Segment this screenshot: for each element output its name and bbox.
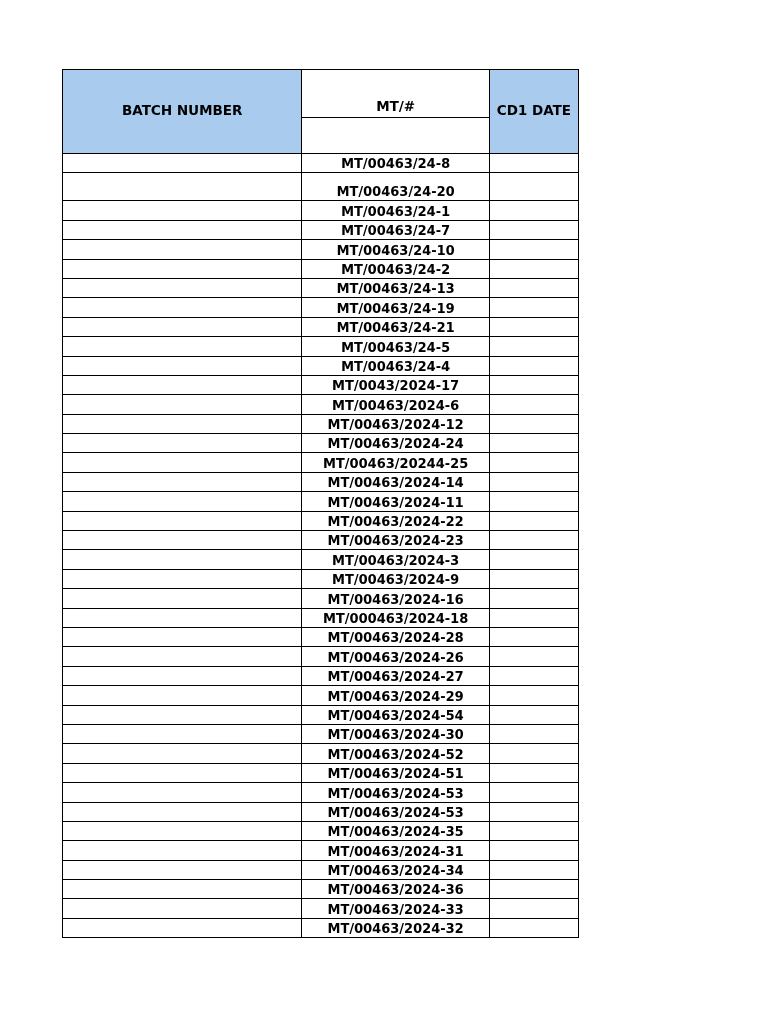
cd1-date-cell[interactable] <box>489 821 578 840</box>
table-row <box>63 472 579 491</box>
cd1-date-cell[interactable] <box>489 686 578 705</box>
batch-number-cell[interactable] <box>63 569 302 588</box>
batch-number-cell[interactable] <box>63 337 302 356</box>
mt-number-cell[interactable]: MT/00463/24-8 <box>302 154 489 173</box>
cd1-date-cell[interactable] <box>489 763 578 782</box>
table-row <box>63 763 579 782</box>
mt-number-cell[interactable]: MT/00463/24-7 <box>302 220 489 239</box>
mt-number-cell[interactable]: MT/00463/2024-31 <box>302 841 489 860</box>
mt-number-cell[interactable]: MT/00463/2024-11 <box>302 492 489 511</box>
cd1-date-cell[interactable] <box>489 880 578 899</box>
batch-number-cell[interactable] <box>63 724 302 743</box>
batch-number-cell[interactable] <box>63 589 302 608</box>
table-row <box>63 154 579 173</box>
batch-number-cell[interactable] <box>63 220 302 239</box>
table-row <box>63 220 579 239</box>
table-row <box>63 531 579 550</box>
batch-number-cell[interactable] <box>63 783 302 802</box>
table-row <box>63 821 579 840</box>
table-row <box>63 666 579 685</box>
cd1-date-cell[interactable] <box>489 569 578 588</box>
batch-number-cell[interactable] <box>63 744 302 763</box>
batch-number-cell[interactable] <box>63 154 302 173</box>
mt-number-cell[interactable]: MT/00463/24-20 <box>302 173 489 201</box>
table-row <box>63 841 579 860</box>
mt-number-cell[interactable]: MT/00463/24-10 <box>302 240 489 259</box>
table-row <box>63 434 579 453</box>
table-row <box>63 259 579 278</box>
table-row <box>63 298 579 317</box>
mt-number-cell[interactable]: MT/00463/2024-22 <box>302 511 489 530</box>
cd1-date-cell[interactable] <box>489 783 578 802</box>
cd1-date-cell[interactable] <box>489 860 578 879</box>
cd1-date-cell[interactable] <box>489 434 578 453</box>
batch-number-cell[interactable] <box>63 531 302 550</box>
mt-number-cell[interactable]: MT/00463/2024-6 <box>302 395 489 414</box>
cd1-date-cell[interactable] <box>489 356 578 375</box>
cd1-date-cell[interactable] <box>489 414 578 433</box>
cd1-date-cell[interactable] <box>489 154 578 173</box>
header-row <box>63 70 579 118</box>
cd1-date-cell[interactable] <box>489 453 578 472</box>
table-row <box>63 414 579 433</box>
header-batch-number: BATCH NUMBER <box>63 70 302 154</box>
mt-number-cell[interactable]: MT/00463/2024-23 <box>302 531 489 550</box>
batch-number-cell[interactable] <box>63 821 302 840</box>
mt-number-cell[interactable]: MT/00463/2024-51 <box>302 763 489 782</box>
mt-number-cell[interactable]: MT/00463/2024-9 <box>302 569 489 588</box>
cd1-date-cell[interactable] <box>489 918 578 937</box>
cd1-date-cell[interactable] <box>489 173 578 201</box>
batch-number-cell[interactable] <box>63 860 302 879</box>
batch-number-cell[interactable] <box>63 472 302 491</box>
batch-number-cell[interactable] <box>63 550 302 569</box>
cd1-date-cell[interactable] <box>489 472 578 491</box>
cd1-date-cell[interactable] <box>489 899 578 918</box>
cd1-date-cell[interactable] <box>489 201 578 220</box>
table-row <box>63 395 579 414</box>
header-mt-blank-cell <box>302 118 489 154</box>
table-row <box>63 802 579 821</box>
table-row <box>63 705 579 724</box>
table-row <box>63 860 579 879</box>
cd1-date-cell[interactable] <box>489 608 578 627</box>
batch-number-cell[interactable] <box>63 918 302 937</box>
mt-number-cell[interactable]: MT/00463/2024-26 <box>302 647 489 666</box>
cd1-date-cell[interactable] <box>489 744 578 763</box>
table-row <box>63 589 579 608</box>
mt-number-cell[interactable]: MT/00463/2024-16 <box>302 589 489 608</box>
table-row <box>63 627 579 646</box>
header-cd1-date: CD1 DATE <box>489 70 578 154</box>
table-row <box>63 918 579 937</box>
mt-number-cell[interactable]: MT/00463/2024-30 <box>302 724 489 743</box>
table-row <box>63 278 579 297</box>
batch-number-cell[interactable] <box>63 240 302 259</box>
batch-number-cell[interactable] <box>63 395 302 414</box>
mt-number-cell[interactable]: MT/000463/2024-18 <box>302 608 489 627</box>
mt-number-cell[interactable]: MT/00463/24-13 <box>302 278 489 297</box>
table-row <box>63 899 579 918</box>
mt-number-cell[interactable]: MT/00463/24-21 <box>302 317 489 336</box>
batch-number-cell[interactable] <box>63 356 302 375</box>
batch-number-cell[interactable] <box>63 802 302 821</box>
batch-number-cell[interactable] <box>63 763 302 782</box>
cd1-date-cell[interactable] <box>489 647 578 666</box>
mt-number-cell[interactable]: MT/00463/20244-25 <box>302 453 489 472</box>
batch-number-cell[interactable] <box>63 880 302 899</box>
cd1-date-cell[interactable] <box>489 724 578 743</box>
mt-number-cell[interactable]: MT/00463/2024-29 <box>302 686 489 705</box>
mt-number-cell[interactable]: MT/00463/24-4 <box>302 356 489 375</box>
table-row <box>63 492 579 511</box>
cd1-date-cell[interactable] <box>489 589 578 608</box>
batch-number-cell[interactable] <box>63 841 302 860</box>
table-row <box>63 173 579 201</box>
batch-number-cell[interactable] <box>63 666 302 685</box>
table-row <box>63 724 579 743</box>
batch-number-cell[interactable] <box>63 317 302 336</box>
table-row <box>63 880 579 899</box>
batch-table <box>62 69 579 938</box>
batch-number-cell[interactable] <box>63 492 302 511</box>
batch-number-cell[interactable] <box>63 278 302 297</box>
mt-number-cell[interactable]: MT/00463/2024-53 <box>302 802 489 821</box>
table-row <box>63 686 579 705</box>
mt-number-cell[interactable]: MT/00463/2024-28 <box>302 627 489 646</box>
batch-number-cell[interactable] <box>63 173 302 201</box>
mt-number-cell[interactable]: MT/00463/2024-54 <box>302 705 489 724</box>
mt-number-cell[interactable]: MT/00463/24-2 <box>302 259 489 278</box>
batch-number-cell[interactable] <box>63 686 302 705</box>
table-row <box>63 511 579 530</box>
mt-number-cell[interactable]: MT/00463/2024-35 <box>302 821 489 840</box>
cd1-date-cell[interactable] <box>489 259 578 278</box>
table-row <box>63 375 579 394</box>
batch-number-cell[interactable] <box>63 705 302 724</box>
mt-number-cell[interactable]: MT/00463/24-1 <box>302 201 489 220</box>
table-row <box>63 783 579 802</box>
mt-number-cell[interactable]: MT/00463/24-5 <box>302 337 489 356</box>
cd1-date-cell[interactable] <box>489 395 578 414</box>
cd1-date-cell[interactable] <box>489 240 578 259</box>
batch-number-cell[interactable] <box>63 899 302 918</box>
table-row <box>63 569 579 588</box>
table-row <box>63 647 579 666</box>
cd1-date-cell[interactable] <box>489 802 578 821</box>
cd1-date-cell[interactable] <box>489 298 578 317</box>
table-row <box>63 356 579 375</box>
batch-table-body <box>63 70 579 938</box>
batch-number-cell[interactable] <box>63 414 302 433</box>
batch-number-cell[interactable] <box>63 375 302 394</box>
batch-number-cell[interactable] <box>63 201 302 220</box>
cd1-date-cell[interactable] <box>489 627 578 646</box>
batch-number-cell[interactable] <box>63 608 302 627</box>
mt-number-cell[interactable]: MT/00463/2024-34 <box>302 860 489 879</box>
table-row <box>63 744 579 763</box>
mt-number-cell[interactable]: MT/00463/2024-52 <box>302 744 489 763</box>
cd1-date-cell[interactable] <box>489 666 578 685</box>
mt-number-cell[interactable]: MT/00463/2024-12 <box>302 414 489 433</box>
batch-number-cell[interactable] <box>63 647 302 666</box>
cd1-date-cell[interactable] <box>489 492 578 511</box>
mt-number-cell[interactable]: MT/00463/2024-53 <box>302 783 489 802</box>
mt-number-cell[interactable]: MT/0043/2024-17 <box>302 375 489 394</box>
cd1-date-cell[interactable] <box>489 705 578 724</box>
mt-number-cell[interactable]: MT/00463/2024-36 <box>302 880 489 899</box>
mt-number-cell[interactable]: MT/00463/24-19 <box>302 298 489 317</box>
batch-number-cell[interactable] <box>63 259 302 278</box>
cd1-date-cell[interactable] <box>489 511 578 530</box>
cd1-date-cell[interactable] <box>489 337 578 356</box>
batch-number-cell[interactable] <box>63 627 302 646</box>
table-row <box>63 608 579 627</box>
mt-number-cell[interactable]: MT/00463/2024-32 <box>302 918 489 937</box>
header-mt-number: MT/# <box>302 70 489 118</box>
cd1-date-cell[interactable] <box>489 375 578 394</box>
batch-number-cell[interactable] <box>63 298 302 317</box>
table-row <box>63 317 579 336</box>
cd1-date-cell[interactable] <box>489 531 578 550</box>
mt-number-cell[interactable]: MT/00463/2024-14 <box>302 472 489 491</box>
table-row <box>63 337 579 356</box>
cd1-date-cell[interactable] <box>489 278 578 297</box>
table-row <box>63 201 579 220</box>
batch-number-cell[interactable] <box>63 511 302 530</box>
table-row <box>63 240 579 259</box>
mt-number-cell[interactable]: MT/00463/2024-3 <box>302 550 489 569</box>
cd1-date-cell[interactable] <box>489 317 578 336</box>
mt-number-cell[interactable]: MT/00463/2024-27 <box>302 666 489 685</box>
table-row <box>63 453 579 472</box>
table-row <box>63 550 579 569</box>
cd1-date-cell[interactable] <box>489 550 578 569</box>
cd1-date-cell[interactable] <box>489 841 578 860</box>
mt-number-cell[interactable]: MT/00463/2024-24 <box>302 434 489 453</box>
batch-number-cell[interactable] <box>63 453 302 472</box>
mt-number-cell[interactable]: MT/00463/2024-33 <box>302 899 489 918</box>
batch-number-cell[interactable] <box>63 434 302 453</box>
cd1-date-cell[interactable] <box>489 220 578 239</box>
